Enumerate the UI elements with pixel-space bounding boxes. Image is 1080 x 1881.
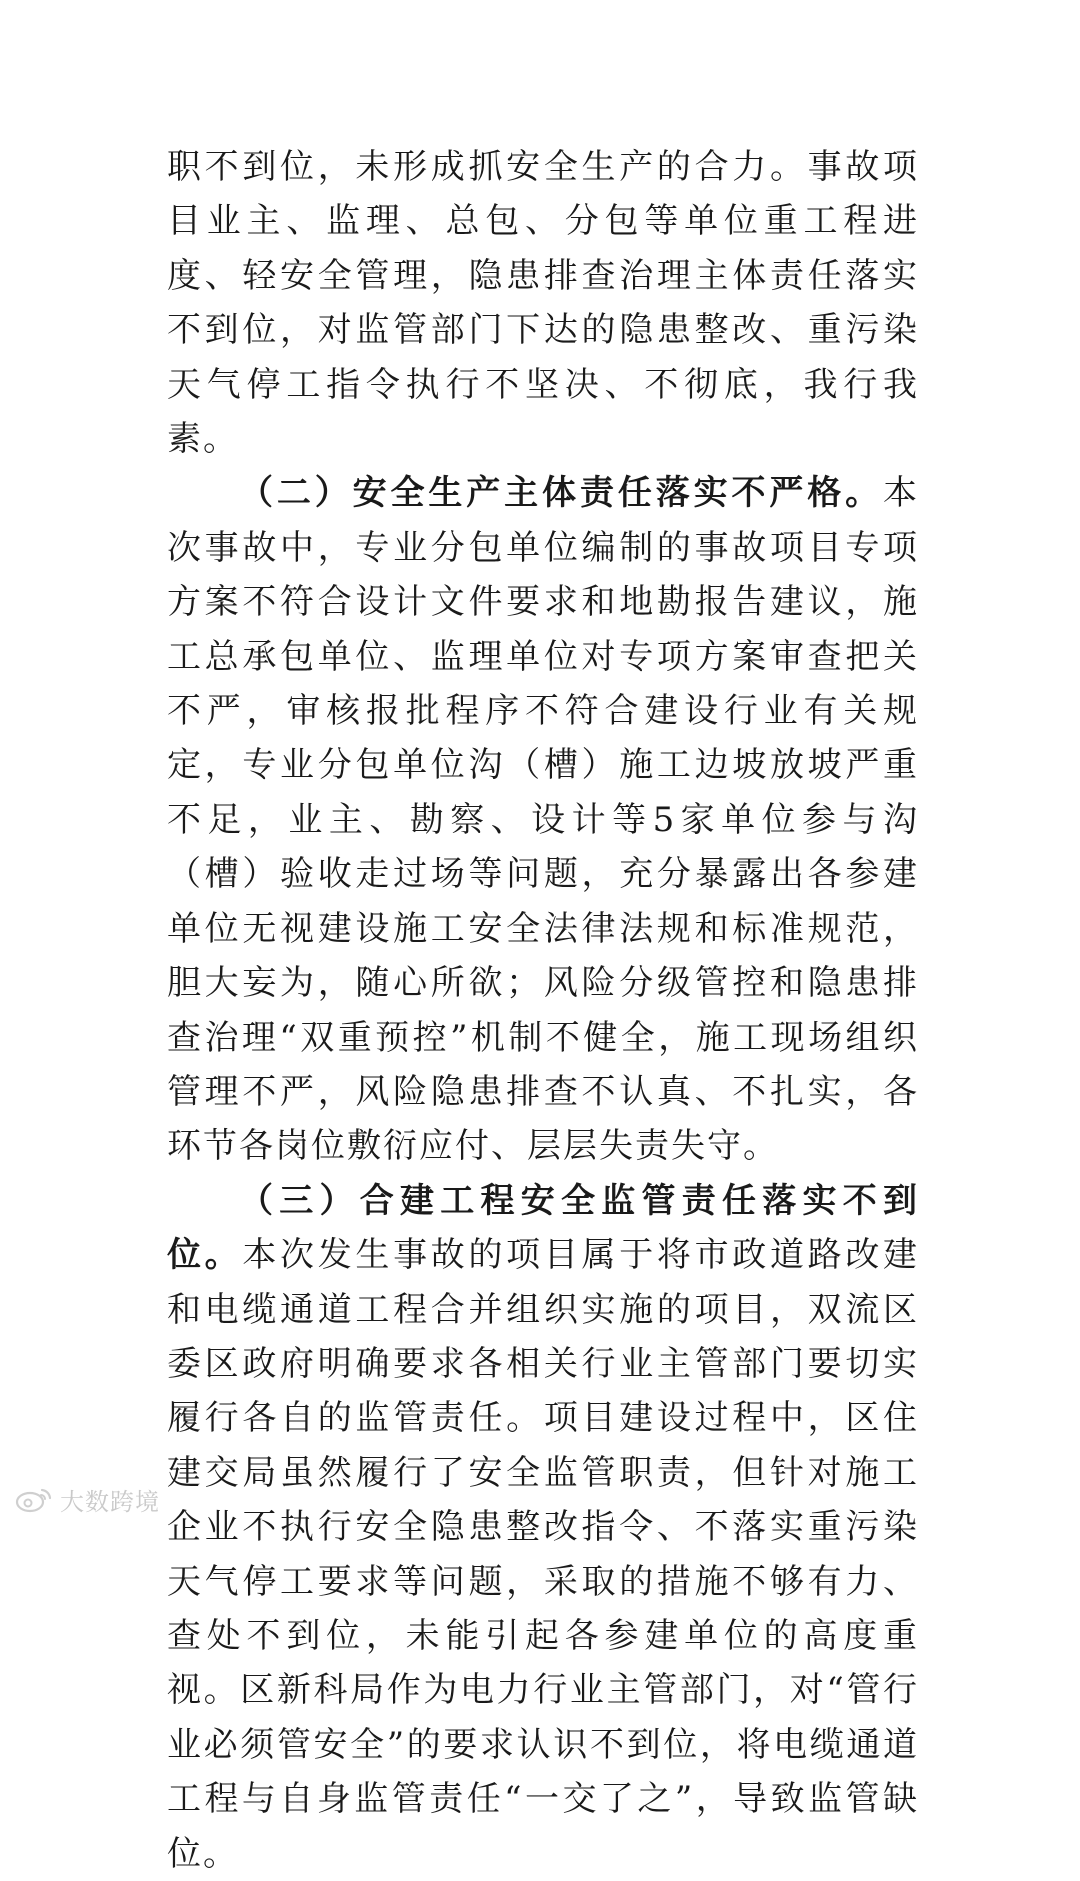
weibo-logo-icon xyxy=(14,1484,54,1514)
section-heading-2: （二）安全生产主体责任落实不严格。 xyxy=(239,473,883,514)
paragraph-text: 职不到位，未形成抓安全生产的合力。事故项目业主、监理、总包、分包等单位重工程进度、轻安全管理，隐患排查治理主体责任落实不到位，对监管部门下达的隐患整改、重污染天气停工指令执行不坚决、不彻底，我行我素。 xyxy=(167,147,919,460)
document-body xyxy=(167,140,919,1881)
watermark-text: 大数跨境 xyxy=(60,1487,160,1516)
paragraph-text: 本次发生事故的项目属于将市政道路改建和电缆通道工程合并组织实施的项目，双流区委区政府明确要求各相关行业主管部门要切实履行各自的监管责任。项目建设过程中，区住建交局虽然履行了安全监管职责，但针对施工企业不执行安全隐患整改指令、不落实重污染天气停工要求等问题，采取的措施不够有力、查处不到位，未能引起各参建单位的高度重视。区新科局作为电力行业主管部门，对“管行业必须管安全”的要求认识不到位，将电缆通道工程与自身监管责任“一交了之”，导致监管缺位。 xyxy=(167,1235,920,1874)
section-heading-3: （三）合建工程安全监管责任落实不到位。 xyxy=(167,1180,919,1276)
paragraph-section-2 xyxy=(167,466,919,1173)
paragraph-continuation xyxy=(167,140,919,466)
paragraph-text: 本次事故中，专业分包单位编制的事故项目专项方案不符合设计文件要求和地勘报告建议，施工总承包单位、监理单位对专项方案审查把关不严，审核报批程序不符合建设行业有关规定，专业分包单位沟（槽）施工边坡放坡严重不足，业主、勘察、设计等5家单位参与沟（槽）验收走过场等问题，充分暴露出各参建单位无视建设施工安全法律法规和标准规范，胆大妄为，随心所欲；风险分级管控和隐患排查治理“双重预控”机制不健全，施工现场组织管理不严，风险隐患排查不认真、不扎实，各环节各岗位敷衍应付、层层失责失守。 xyxy=(167,473,919,1167)
paragraph-section-3 xyxy=(167,1174,919,1881)
watermark xyxy=(14,1482,160,1516)
